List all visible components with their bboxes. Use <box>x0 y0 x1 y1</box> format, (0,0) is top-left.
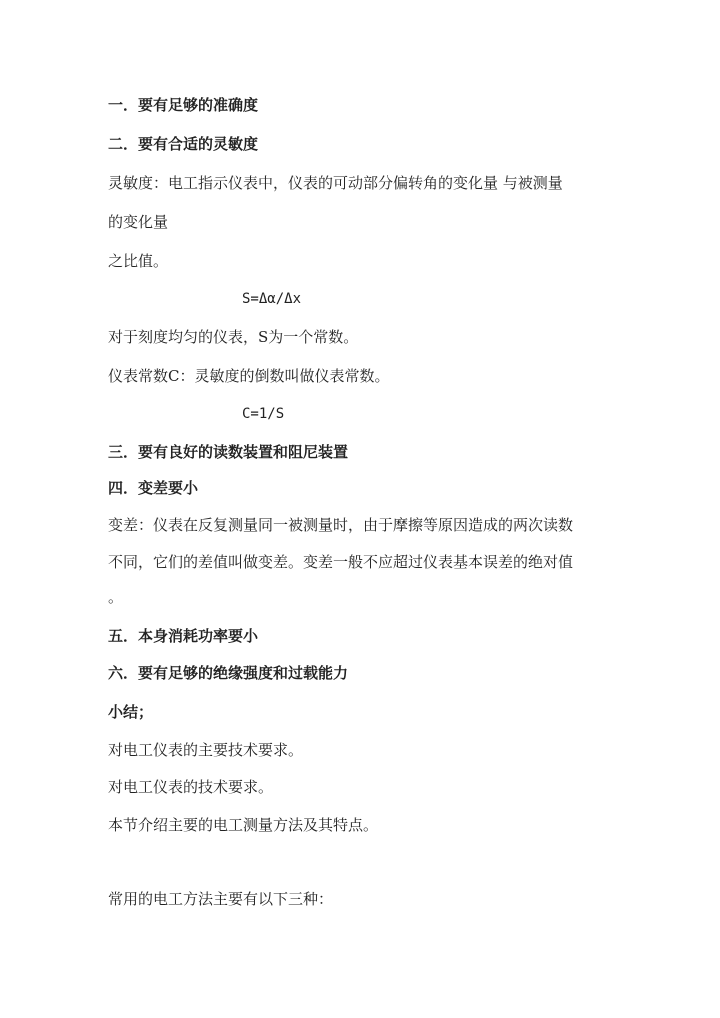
paragraph-sensitivity-definition-line-2: 的变化量 <box>108 213 169 231</box>
paragraph-methods-intro: 常用的电工方法主要有以下三种： <box>108 890 334 908</box>
heading-sensitivity: 二．要有合适的灵敏度 <box>108 135 259 153</box>
formula-instrument-constant: C=1/S <box>242 406 285 422</box>
paragraph-uniform-scale-note: 对于刻度均匀的仪表，S为一个常数。 <box>108 328 359 346</box>
paragraph-variation-definition-line-2: 不同，它们的差值叫做变差。变差一般不应超过仪表基本误差的绝对值 <box>108 553 574 571</box>
heading-insulation-and-overload: 六．要有足够的绝缘强度和过载能力 <box>108 664 349 682</box>
summary-item-1: 对电工仪表的主要技术要求。 <box>108 741 304 759</box>
paragraph-instrument-constant-definition: 仪表常数C：灵敏度的倒数叫做仪表常数。 <box>108 367 390 385</box>
heading-power-consumption: 五．本身消耗功率要小 <box>108 627 259 645</box>
paragraph-sensitivity-definition-line-1: 灵敏度：电工指示仪表中，仪表的可动部分偏转角的变化量 与被测量 <box>108 174 563 192</box>
heading-accuracy: 一．要有足够的准确度 <box>108 96 259 114</box>
summary-item-2: 对电工仪表的技术要求。 <box>108 778 274 796</box>
paragraph-variation-definition-line-1: 变差：仪表在反复测量同一被测量时，由于摩擦等原因造成的两次读数 <box>108 516 574 534</box>
heading-reading-and-damping: 三．要有良好的读数装置和阻尼装置 <box>108 443 349 461</box>
formula-sensitivity: S=Δα/Δx <box>242 291 302 307</box>
heading-variation: 四．变差要小 <box>108 479 199 497</box>
paragraph-variation-definition-line-3: 。 <box>108 588 124 606</box>
paragraph-sensitivity-definition-line-3: 之比值。 <box>108 252 169 270</box>
heading-summary: 小结； <box>108 703 154 721</box>
summary-item-3: 本节介绍主要的电工测量方法及其特点。 <box>108 816 379 834</box>
